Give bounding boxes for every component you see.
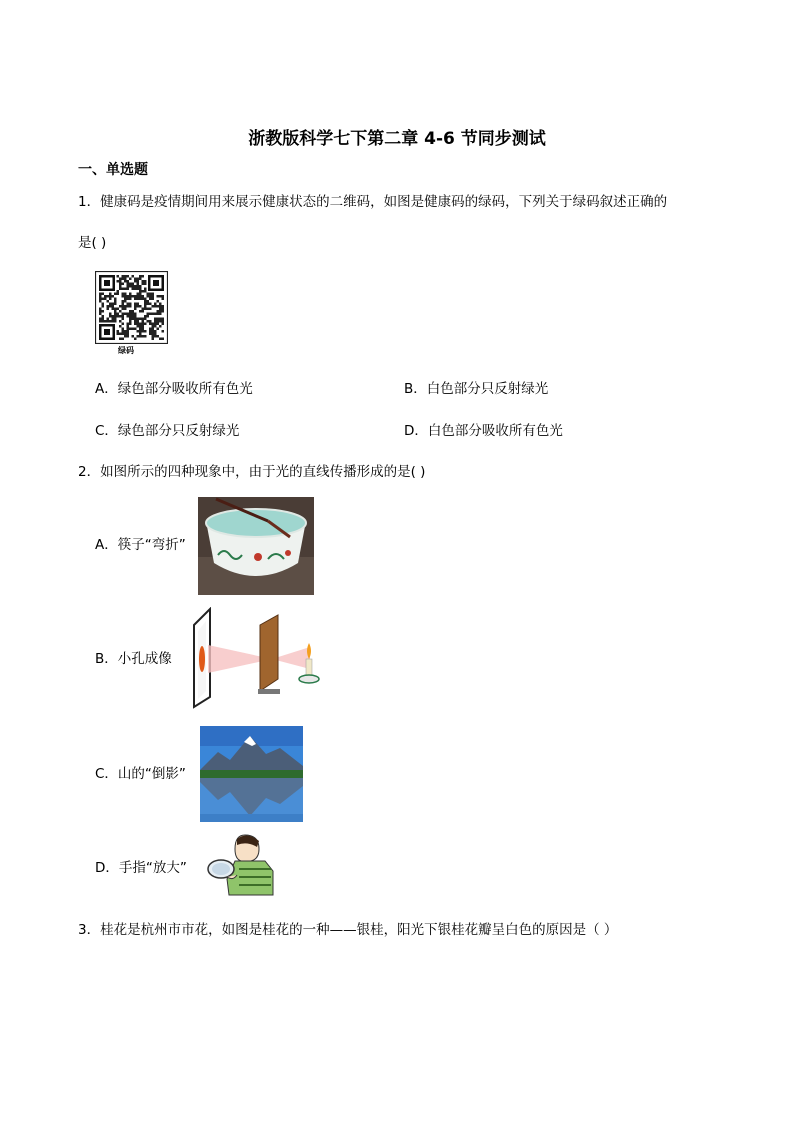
magnifying-glass-image [205,833,275,897]
q1-option-a: A．绿色部分吸收所有色光 [95,381,253,397]
q2-option-b: B．小孔成像 [95,651,172,667]
q2-option-c: C．山的“倒影” [95,766,186,782]
q1-option-d: D．白色部分吸收所有色光 [404,423,563,439]
qr-code-image [95,271,168,344]
pinhole-camera-image [190,607,325,709]
qr-code-label: 绿码 [118,346,134,355]
section-heading: 一、单选题 [78,162,148,178]
question-1-text: 1．健康码是疫情期间用来展示健康状态的二维码，如图是健康码的绿码，下列关于绿码叙述正确的 [78,194,668,210]
q2-option-d: D．手指“放大” [95,860,187,876]
q1-option-b: B．白色部分只反射绿光 [404,381,549,397]
page-title: 浙教版科学七下第二章 4-6 节同步测试 [248,129,546,149]
q2-option-a: A．筷子“弯折” [95,537,186,553]
question-3-text: 3．桂花是杭州市市花，如图是桂花的一种——银桂，阳光下银桂花瓣呈白色的原因是（ ） [78,922,618,938]
q1-option-c: C．绿色部分只反射绿光 [95,423,240,439]
chopsticks-bowl-image [198,497,314,595]
question-1-text-cont: 是( ) [78,235,107,251]
mountain-reflection-image [200,726,303,822]
question-2-text: 2．如图所示的四种现象中，由于光的直线传播形成的是( ) [78,464,426,480]
